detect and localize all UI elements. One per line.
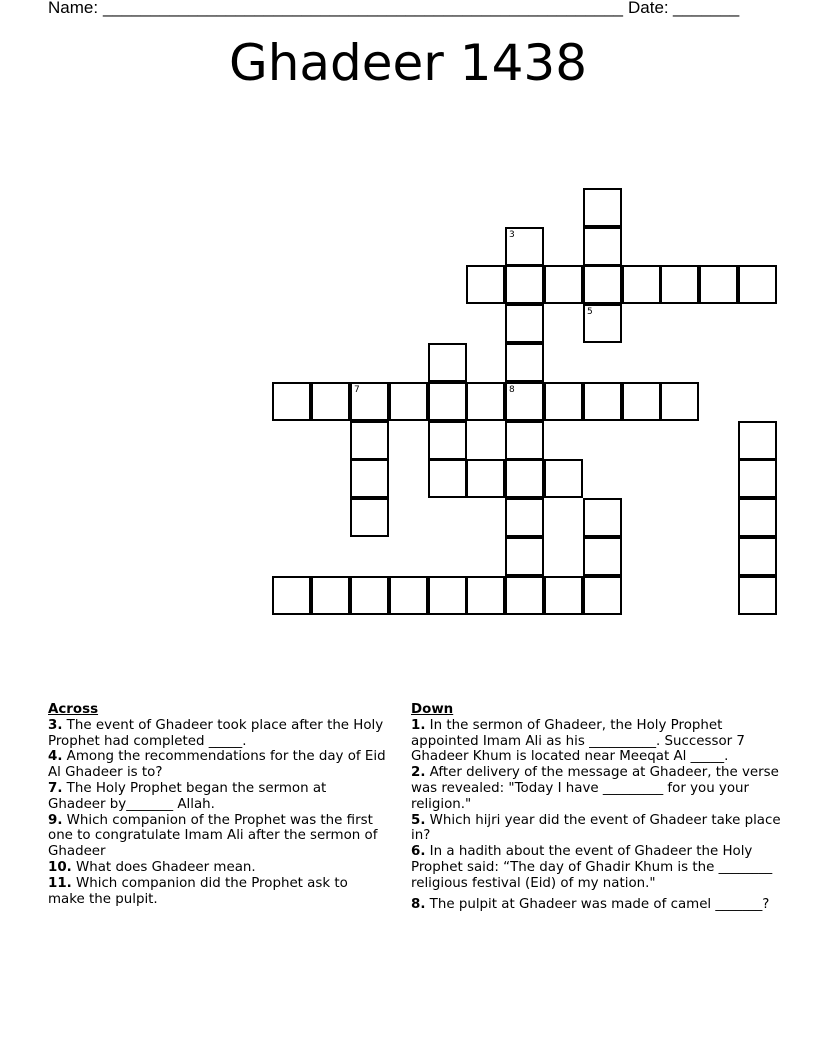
down-clue (411, 897, 781, 913)
down-clue (411, 718, 781, 765)
clue-text: After delivery of the message at Ghadeer, the verse was revealed: "Today I have _________ for you your religion." (411, 765, 779, 812)
grid-cell[interactable] (505, 343, 544, 382)
clue-text: Which companion did the Prophet ask to make the pulpit. (48, 875, 348, 907)
grid-cell[interactable] (466, 459, 505, 498)
clue-num: 8. (411, 896, 426, 912)
grid-cell[interactable] (583, 576, 622, 615)
grid-cell[interactable] (544, 265, 583, 304)
grid-cell[interactable] (660, 382, 699, 421)
clue-text: Among the recommendations for the day of Eid Al Ghadeer is to? (48, 749, 386, 781)
clue-number: 5 (587, 307, 593, 317)
page-title: Ghadeer 1438 (228, 34, 588, 92)
across-clue (48, 813, 388, 860)
clue-num: 4. (48, 749, 63, 765)
grid-cell[interactable] (350, 421, 389, 460)
clue-num: 6. (411, 844, 426, 860)
grid-cell[interactable] (505, 537, 544, 576)
grid-cell[interactable] (428, 459, 467, 498)
grid-cell[interactable] (272, 576, 311, 615)
grid-cell[interactable] (505, 576, 544, 615)
grid-cell[interactable] (738, 265, 777, 304)
name-label: Name: (48, 0, 99, 17)
grid-cell[interactable] (738, 537, 777, 576)
grid-cell[interactable] (428, 421, 467, 460)
grid-cell[interactable] (466, 382, 505, 421)
grid-cell[interactable] (428, 576, 467, 615)
grid-cell[interactable] (428, 343, 467, 382)
across-heading: Across (48, 702, 99, 717)
clue-number: 7 (354, 385, 360, 395)
grid-cell[interactable] (505, 304, 544, 343)
grid-cell[interactable] (505, 382, 544, 421)
across-clue (48, 781, 388, 813)
grid-cell[interactable] (428, 382, 467, 421)
grid-cell[interactable] (350, 459, 389, 498)
grid-cell[interactable] (622, 382, 661, 421)
down-clue (411, 813, 781, 845)
clue-num: 10. (48, 859, 72, 875)
across-clues (48, 702, 388, 907)
clue-text: Which hijri year did the event of Ghadeer take place in? (411, 812, 781, 844)
grid-cell[interactable] (389, 576, 428, 615)
across-clue (48, 860, 388, 876)
down-heading: Down (411, 702, 454, 717)
down-clue (411, 844, 781, 891)
grid-cell[interactable] (544, 459, 583, 498)
clue-text: The event of Ghadeer took place after the Holy Prophet had completed _____. (48, 717, 384, 749)
grid-cell[interactable] (311, 576, 350, 615)
grid-cell[interactable] (544, 576, 583, 615)
grid-cell[interactable] (311, 382, 350, 421)
name-line[interactable]: _______________________________________________________ (103, 0, 624, 17)
grid-cell[interactable] (699, 265, 738, 304)
down-clue (411, 765, 781, 812)
across-clue (48, 718, 388, 750)
grid-cell[interactable] (738, 498, 777, 537)
grid-cell[interactable] (738, 459, 777, 498)
grid-cell[interactable] (738, 421, 777, 460)
clue-num: 1. (411, 717, 426, 733)
grid-cell[interactable] (583, 188, 622, 227)
clue-num: 7. (48, 780, 63, 796)
grid-cell[interactable] (350, 576, 389, 615)
clue-number: 8 (509, 385, 515, 395)
grid-cell[interactable] (505, 227, 544, 266)
grid-cell[interactable] (583, 304, 622, 343)
grid-cell[interactable] (505, 459, 544, 498)
clue-num: 9. (48, 812, 63, 828)
clue-number: 3 (509, 230, 515, 240)
grid-cell[interactable] (738, 576, 777, 615)
clue-text: The pulpit at Ghadeer was made of camel _______? (429, 896, 770, 912)
grid-cell[interactable] (505, 421, 544, 460)
down-clues (411, 702, 781, 912)
clue-text: In the sermon of Ghadeer, the Holy Prophet appointed Imam Ali as his __________. Successor 7 Ghadeer Khum is located near Meeqat Al _____. (411, 717, 745, 765)
grid-cell[interactable] (583, 265, 622, 304)
clue-text: Which companion of the Prophet was the first one to congratulate Imam Ali after the sermon of Ghadeer (48, 812, 378, 860)
grid-cell[interactable] (350, 498, 389, 537)
across-clue (48, 749, 388, 781)
clue-text: The Holy Prophet began the sermon at Ghadeer by_______ Allah. (48, 780, 327, 812)
clue-num: 11. (48, 875, 72, 891)
date-line[interactable]: _______ (673, 0, 740, 17)
grid-cell[interactable] (350, 382, 389, 421)
date-label: Date: (628, 0, 669, 17)
grid-cell[interactable] (622, 265, 661, 304)
grid-cell[interactable] (583, 498, 622, 537)
clue-text: What does Ghadeer mean. (76, 859, 256, 875)
grid-cell[interactable] (272, 382, 311, 421)
grid-cell[interactable] (389, 382, 428, 421)
across-clue (48, 876, 388, 908)
grid-cell[interactable] (583, 227, 622, 266)
grid-cell[interactable] (505, 498, 544, 537)
grid-cell[interactable] (583, 382, 622, 421)
clue-num: 3. (48, 717, 63, 733)
clue-text: In a hadith about the event of Ghadeer the Holy Prophet said: “The day of Ghadir Khum is the ________ religious festival (Eid) of my nation." (411, 844, 773, 891)
grid-cell[interactable] (544, 382, 583, 421)
grid-cell[interactable] (505, 265, 544, 304)
grid-cell[interactable] (466, 576, 505, 615)
clue-num: 2. (411, 765, 426, 781)
grid-cell[interactable] (466, 265, 505, 304)
grid-cell[interactable] (583, 537, 622, 576)
clue-num: 5. (411, 812, 426, 828)
grid-cell[interactable] (660, 265, 699, 304)
